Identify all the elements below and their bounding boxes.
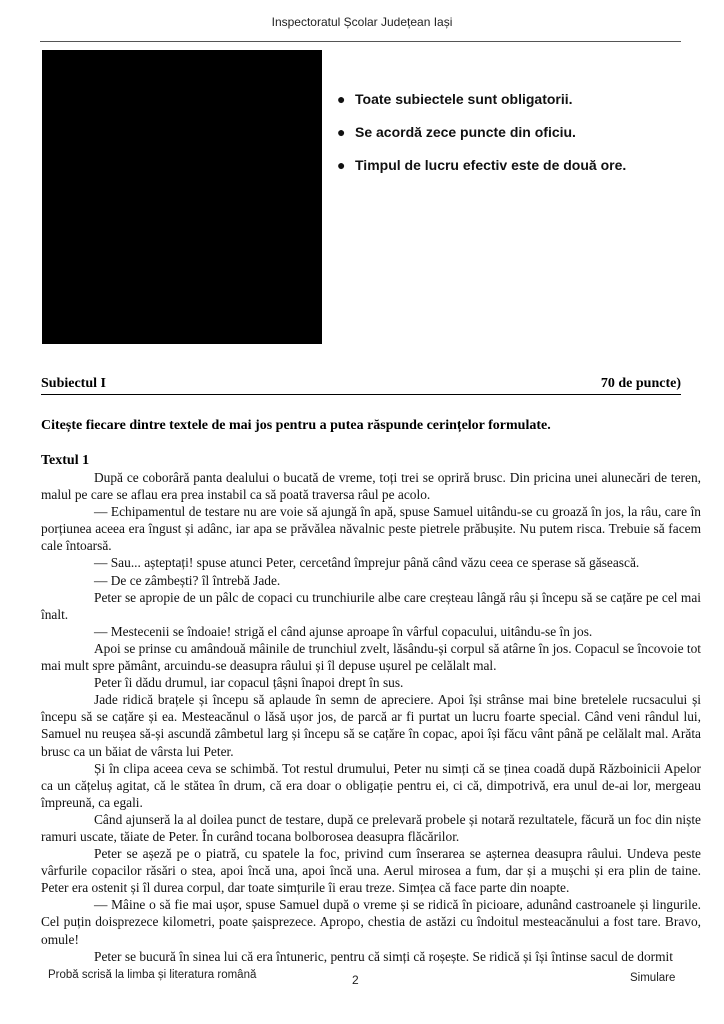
paragraph: Când ajunseră la al doilea punct de testare, după ce prelevară probele și notară rezultatele, făcură un foc din niște ramuri uscate, tăiate de Peter. În curând tocana bolborosea deasupra flăcărilor. — [41, 811, 701, 844]
instructions-list — [337, 91, 697, 190]
paragraph: Jade ridică brațele și începu să aplaude în semn de apreciere. Apoi își strânse mai bine bretelele rucsacului și începu să se cațăre și ea. Mesteacănul o lăsă ușor jos, de parcă ar fi purtat un lucru foarte special. Când veni rândul lui, Samuel nu reușea să-și ascundă zâmbetul larg și începu să se cațăre în copac, apoi își făcu vânt până pe celălalt mal. Arăta brusc ca un băiat de vârsta lui Peter. — [41, 692, 701, 759]
section-header — [41, 376, 681, 395]
instruction-item — [337, 157, 697, 190]
paragraph: Peter îi dădu drumul, iar copacul țâșni înapoi drept în sus. — [94, 675, 404, 691]
paragraph: — Mestecenii se îndoaie! strigă el când ajunse aproape în vârful copacului, uitându-se în jos. — [94, 623, 593, 639]
paragraph: Peter se așeză pe o piatră, cu spatele la foc, privind cum înserarea se așternea deasupra râului. Undeva peste vârfurile copacilor răsări o stea, apoi încă una, apoi încă una. Aerul mirosea a fum, dar și a mușchi și era plin de taine. Peter era ostenit și îl durea corpul, dar toate simțurile îi erau treze. Simțea că face parte din noapte. — [41, 846, 701, 896]
text-heading: Textul 1 — [41, 453, 90, 468]
paragraph: Apoi se prinse cu amândouă mâinile de trunchiul zvelt, lăsându-și corpul să atârne în jos. Copacul se încovoie tot mai mult spre pământ, arcuindu-se deasupra râului și îl depuse ușurel pe celălalt mal. — [41, 640, 701, 674]
paragraph: Peter se apropie de un pâlc de copaci cu trunchiurile albe care creșteau lângă râu și începu să se cațăre pe cel mai înalt. — [41, 589, 701, 622]
instruction-text: Se acordă zece puncte din oficiu. — [355, 124, 576, 140]
instruction-text: Timpul de lucru efectiv este de două ore. — [355, 157, 627, 173]
task-instruction: Citește fiecare dintre textele de mai jos pentru a putea răspunde cerințelor formulate. — [41, 418, 551, 433]
header-divider — [40, 41, 681, 42]
bullet-icon: ● — [337, 157, 346, 173]
footer-exam-title: Probă scrisă la limba și literatura română — [48, 969, 257, 981]
instruction-item — [337, 91, 697, 124]
bullet-icon: ● — [337, 91, 346, 107]
instruction-text: Toate subiectele sunt obligatorii. — [355, 91, 573, 107]
paragraph: Și în clipa aceea ceva se schimbă. Tot restul drumului, Peter nu simți că se ținea coadă după Războinicii Apelor ca un cățeluș agitat, că le stătea în drum, că era doar o obligație pentru ei, ci că, dimpotrivă, era unul de-ai lor, mergeau împreună, ca egali. — [41, 760, 701, 810]
paragraph: — Mâine o să fie mai ușor, spuse Samuel după o vreme și se ridică în picioare, adunând castroanele și lingurile. Cel puțin doisprezece kilometri, poate șaisprezece. Apropo, chestia de astăzi cu îndoitul mesteacănului a fost tare. Bravo, omule! — [41, 897, 701, 947]
paragraph: După ce coborâră panta dealului o bucată de vreme, toți trei se opriră brusc. Din pricina unei alunecări de teren, malul pe care se aflau era prea instabil ca să poată traversa râul pe acolo. — [41, 470, 701, 503]
story-text — [41, 469, 701, 965]
section-points: 70 de puncte) — [600, 376, 681, 391]
bullet-icon: ● — [337, 124, 346, 140]
paragraph: — Sau... așteptați! spuse atunci Peter, cercetând împrejur până când văzu ceea ce sperase să găsească. — [94, 555, 640, 571]
paragraph: Peter se bucură în sinea lui că era întuneric, pentru că simți că roșește. Se ridică și își întinse sacul de dormit — [94, 948, 673, 964]
section-label: Subiectul I — [41, 376, 106, 391]
paragraph: — Echipamentul de testare nu are voie să ajungă în apă, spuse Samuel uitându-se cu groază în jos, la râu, care în porțiunea aceea era îngust și adânc, iar apa se prăvălea năvalnic peste pietrele prăbușite. Nu putem risca. Trebuie să facem cale întoarsă. — [41, 504, 701, 554]
redacted-block — [42, 50, 322, 344]
footer-exam-type: Simulare — [630, 972, 676, 984]
paragraph: — De ce zâmbești? îl întrebă Jade. — [94, 572, 281, 588]
page-number: 2 — [352, 973, 359, 987]
header-title: Inspectoratul Școlar Județean Iași — [271, 15, 453, 29]
instruction-item — [337, 124, 697, 157]
